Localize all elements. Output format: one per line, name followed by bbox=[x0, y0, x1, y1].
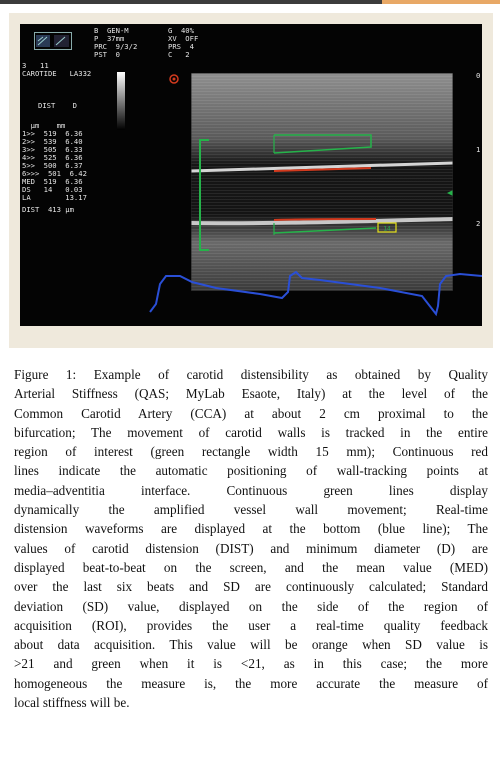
panel-row: 2>> 539 6.40 bbox=[22, 137, 83, 146]
header-right-number: 11 bbox=[40, 61, 49, 70]
lower-wall-red-line bbox=[274, 219, 376, 220]
pst-label: PST 0 bbox=[94, 50, 120, 59]
top-rule-orange bbox=[382, 0, 500, 4]
depth-scale-top: 0 bbox=[476, 71, 481, 80]
top-rule bbox=[0, 0, 500, 10]
probe-icon bbox=[34, 32, 72, 50]
caption-line: media–adventitia interface. Continuous green lines display bbox=[14, 482, 488, 498]
roi-bracket-bottom bbox=[199, 249, 209, 251]
caption-line: deviation (SD) value, displayed on the side of the region of bbox=[14, 598, 488, 614]
panel-row: 3>> 505 6.33 bbox=[22, 145, 83, 154]
caption-line: bifurcation; The movement of carotid walls is tracked in the entire bbox=[14, 424, 488, 440]
ultrasound-image bbox=[191, 73, 453, 291]
caption-line: values of carotid distension (DIST) and minimum diameter (D) are bbox=[14, 540, 488, 556]
target-icon bbox=[169, 74, 179, 84]
roi-left-bracket bbox=[199, 139, 201, 251]
grayscale-bar bbox=[117, 72, 125, 130]
caption-line-1 bbox=[14, 365, 488, 384]
caption-text: Example of carotid distensibility as obtained by Quality bbox=[93, 367, 489, 382]
header-left-number: 3 bbox=[22, 61, 27, 70]
caption-line: lines indicate the automatic positioning of wall-tracking points at bbox=[14, 463, 488, 479]
prc-label: PRC 9/3/2 bbox=[94, 42, 138, 51]
caption-line: region of interest (green rectangle width 15 mm); Continuous red bbox=[14, 444, 488, 460]
panel-row: 6>>> 501 6.42 bbox=[22, 169, 87, 178]
panel-row: LA 13.17 bbox=[22, 193, 87, 202]
panel-row: 4>> 525 6.36 bbox=[22, 153, 83, 162]
top-rule-dark bbox=[0, 0, 382, 4]
caption-line: Common Carotid Artery (CCA) at about 2 cm proximal to the bbox=[14, 405, 488, 421]
panel-row: MED 519 6.36 bbox=[22, 177, 83, 186]
caption-line: homogeneous the measure is, the more accurate the measure of bbox=[14, 675, 488, 691]
caption-line: over the last six beats and SD are continuously calculated; Standard bbox=[14, 579, 488, 595]
depth-scale-mid: 1 bbox=[476, 145, 481, 154]
preset-label: B GEN-M bbox=[94, 26, 129, 35]
panel-columns: DIST D bbox=[38, 101, 77, 110]
prs-label: PRS 4 bbox=[168, 42, 194, 51]
panel-dist: DIST 413 µm bbox=[22, 205, 74, 214]
caption-line: >21 and green when it is <21, as in this case; the more bbox=[14, 656, 488, 672]
depth-label: P 37mm bbox=[94, 34, 125, 43]
panel-row: DS 14 0.03 bbox=[22, 185, 83, 194]
panel-row: 5>> 500 6.37 bbox=[22, 161, 83, 170]
xv-label: XV OFF bbox=[168, 34, 199, 43]
caption-line: dynamically the amplified vessel wall movement; Real-time bbox=[14, 502, 488, 518]
caption-line: about data acquisition. This value will be orange when SD value is bbox=[14, 637, 488, 653]
panel-units: µm mm bbox=[22, 121, 66, 130]
sd-value: 14 bbox=[383, 225, 391, 233]
gain-label: G 40% bbox=[168, 26, 194, 35]
figure-label: Figure 1: bbox=[14, 367, 77, 382]
roi-bracket-top bbox=[199, 139, 209, 141]
caption-line: displayed beat-to-beat on the screen, and the mean value (MED) bbox=[14, 559, 488, 575]
c-label: C 2 bbox=[168, 50, 190, 59]
panel-title: CAROTIDE LA332 bbox=[22, 69, 92, 78]
distension-waveform bbox=[20, 268, 482, 320]
caption-line: acquisition (ROI), provides the user a real-time quality feedback bbox=[14, 617, 488, 633]
panel-row: 1>> 519 6.36 bbox=[22, 129, 83, 138]
caption-line: Arterial Stiffness (QAS; MyLab Esaote, Italy) at the level of the bbox=[14, 386, 488, 402]
figure-caption bbox=[14, 365, 488, 712]
depth-scale-bot: 2 bbox=[476, 219, 481, 228]
caption-line: local stiffness will be. bbox=[14, 695, 130, 711]
caption-line: distension waveforms are displayed at the bottom (blue line); The bbox=[14, 521, 488, 537]
